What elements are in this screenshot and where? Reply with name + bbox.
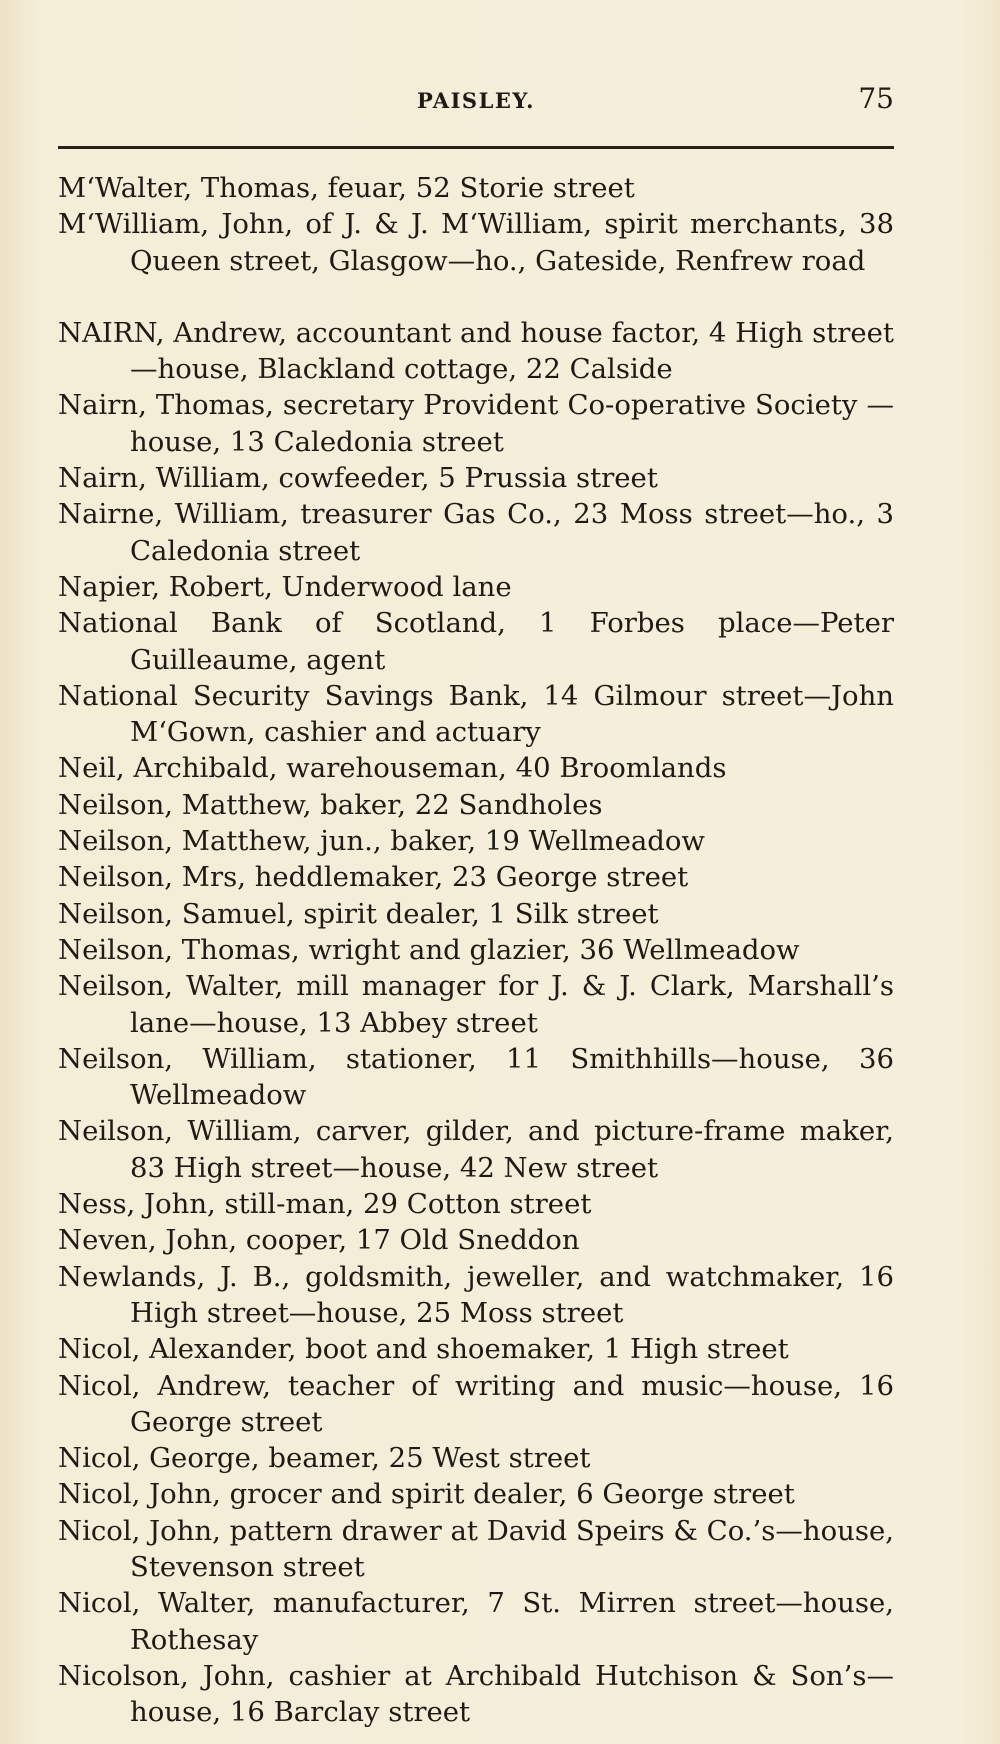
directory-entry: Neilson, Mrs, heddlemaker, 23 George street [58, 861, 689, 894]
directory-entry: Neilson, Matthew, baker, 22 Sandholes [58, 788, 603, 821]
directory-entry: Nicol, Alexander, boot and shoemaker, 1 High street [58, 1333, 789, 1366]
directory-entry: Neilson, Thomas, wright and glazier, 36 Wellmeadow [58, 933, 800, 966]
running-head: PAISLEY. [417, 88, 535, 113]
page-number: 75 [858, 82, 894, 115]
directory-entry: Neilson, Samuel, spirit dealer, 1 Silk street [58, 897, 659, 930]
directory-entry: Nicol, George, beamer, 25 West street [58, 1442, 591, 1475]
directory-entry: Neil, Archibald, warehouseman, 40 Broomlands [58, 752, 727, 785]
directory-entry: Newlands, J. B., goldsmith, jeweller, and watchmaker, 16 High street—house, 25 Moss street [58, 1260, 903, 1329]
directory-entry: National Bank of Scotland, 1 Forbes place—Peter Guilleaume, agent [58, 607, 903, 676]
directory-entry: Nairne, William, treasurer Gas Co., 23 Moss street—ho., 3 Caledonia street [58, 498, 903, 567]
directory-entry: NAIRN, Andrew, accountant and house factor, 4 High street—house, Blackland cottage, 22 Calside [58, 316, 894, 386]
directory-entry: M‘William, John, of J. & J. M‘William, spirit merchants, 38 Queen street, Glasgow—ho., Gateside, Renfrew road [58, 208, 903, 277]
directory-entry: Nairn, William, cowfeeder, 5 Prussia street [58, 462, 658, 495]
directory-entry: Nairn, Thomas, secretary Provident Co-operative Society —house, 13 Caledonia street [58, 389, 894, 458]
directory-entry: Ness, John, still-man, 29 Cotton street [58, 1188, 592, 1221]
section-gap [58, 279, 894, 315]
directory-entry: Nicol, John, pattern drawer at David Speirs & Co.’s—house, Stevenson street [58, 1514, 903, 1583]
directory-entry: Nicol, Andrew, teacher of writing and music—house, 16 George street [58, 1369, 903, 1438]
directory-entry: Neven, John, cooper, 17 Old Sneddon [58, 1224, 580, 1257]
directory-entry: M‘Walter, Thomas, feuar, 52 Storie street [58, 172, 635, 204]
directory-entry: Nicol, John, grocer and spirit dealer, 6 George street [58, 1478, 795, 1511]
directory-entry: Nicolson, John, cashier at Archibald Hutchison & Son’s—house, 16 Barclay street [58, 1659, 894, 1729]
directory-entry: Neilson, William, stationer, 11 Smithhills—house, 36 Wellmeadow [58, 1042, 903, 1112]
directory-entry: Neilson, Matthew, jun., baker, 19 Wellmeadow [58, 825, 705, 858]
directory-entries [58, 170, 903, 1730]
directory-entry: Napier, Robert, Underwood lane [58, 570, 512, 603]
page-header [58, 82, 894, 122]
header-rule [58, 146, 894, 149]
directory-entry: Neilson, William, carver, gilder, and picture-frame maker, 83 High street—house, 42 New street [58, 1115, 903, 1184]
directory-entry: Nicol, Walter, manufacturer, 7 St. Mirren street—house, Rothesay [58, 1587, 903, 1656]
directory-entry: National Security Savings Bank, 14 Gilmour street—John M‘Gown, cashier and actuary [58, 679, 903, 749]
directory-entry: Neilson, Walter, mill manager for J. & J. Clark, Marshall’s lane—house, 13 Abbey street [58, 970, 903, 1039]
